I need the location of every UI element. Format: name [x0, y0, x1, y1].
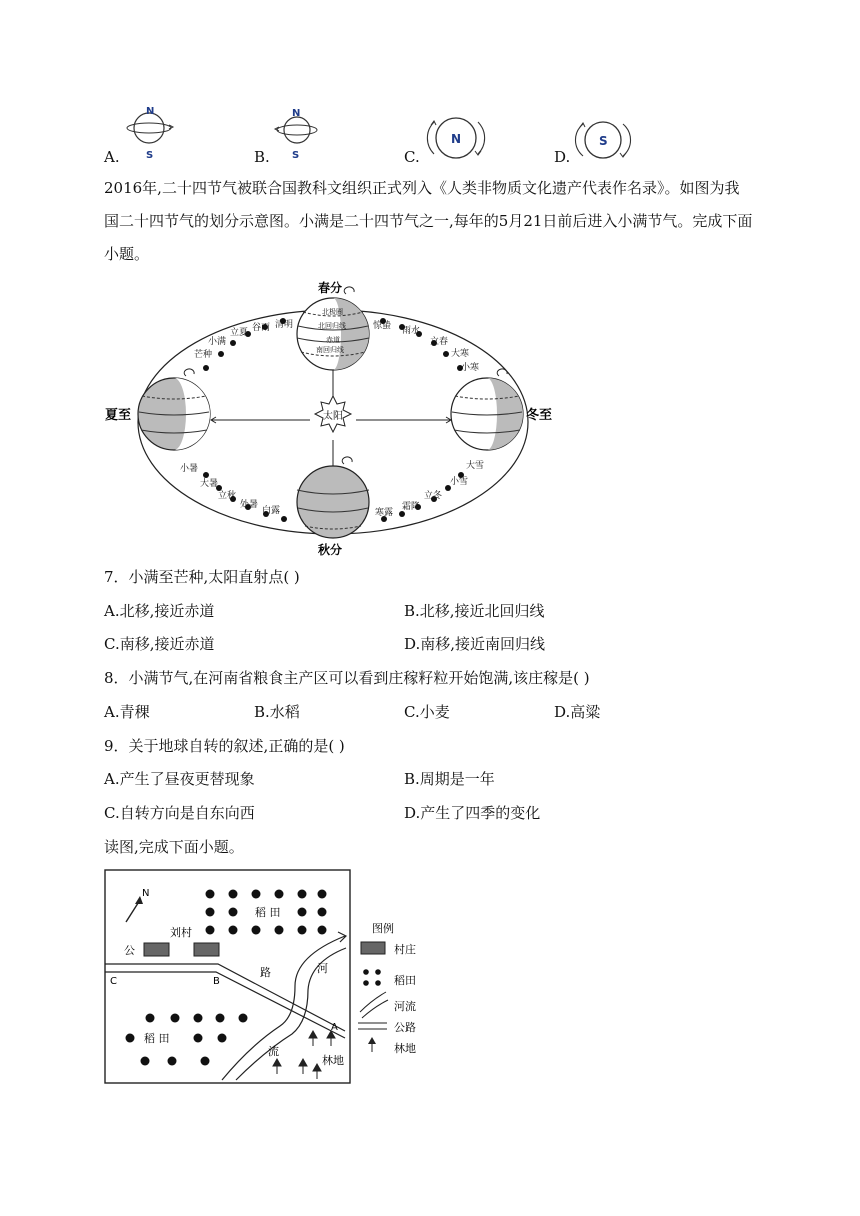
svg-text:芒种: 芒种 — [194, 350, 213, 360]
q9-stem: 9．关于地球自转的叙述,正确的是( ) — [104, 737, 345, 755]
svg-text:A: A — [331, 1022, 338, 1033]
option-a-globe-icon — [122, 100, 182, 160]
svg-text:河流: 河流 — [394, 1000, 416, 1013]
svg-text:白露: 白露 — [262, 506, 281, 516]
q8-option-b[interactable]: B.水稻 — [254, 703, 300, 721]
svg-text:B: B — [213, 976, 220, 987]
svg-text:小雪: 小雪 — [450, 477, 469, 487]
svg-text:流: 流 — [268, 1045, 279, 1058]
q7-option-c[interactable]: C.南移,接近赤道 — [104, 635, 215, 653]
option-c-label[interactable]: C. — [404, 148, 420, 166]
q7-option-b[interactable]: B.北移,接近北回归线 — [404, 602, 545, 620]
summer-solstice-globe — [138, 369, 210, 450]
svg-text:林地: 林地 — [322, 1054, 344, 1067]
svg-text:河: 河 — [317, 962, 328, 975]
svg-text:寒露: 寒露 — [375, 508, 394, 518]
svg-text:北回归线: 北回归线 — [318, 322, 346, 330]
q7-option-a[interactable]: A.北移,接近赤道 — [104, 602, 215, 620]
map-intro: 读图,完成下面小题。 — [104, 838, 244, 856]
svg-text:赤道: 赤道 — [326, 336, 340, 344]
svg-text:N: N — [292, 108, 301, 119]
svg-text:小暑: 小暑 — [180, 464, 199, 474]
q9-option-d[interactable]: D.产生了四季的变化 — [404, 804, 541, 822]
svg-text:大暑: 大暑 — [200, 479, 219, 489]
svg-text:林地: 林地 — [394, 1042, 416, 1055]
svg-text:惊蛰: 惊蛰 — [373, 321, 392, 331]
q9-option-c[interactable]: C.自转方向是自东向西 — [104, 804, 255, 822]
svg-text:S: S — [599, 134, 608, 148]
q7-stem: 7．小满至芒种,太阳直射点( ) — [104, 568, 300, 586]
option-d-label[interactable]: D. — [554, 148, 571, 166]
solar-terms-diagram — [100, 272, 570, 562]
svg-text:路: 路 — [260, 966, 271, 979]
svg-text:谷雨: 谷雨 — [252, 323, 271, 333]
option-b-label[interactable]: B. — [254, 148, 270, 166]
label-xiazhi: 夏至 — [105, 408, 132, 423]
svg-text:N: N — [146, 106, 155, 117]
svg-text:公路: 公路 — [394, 1021, 416, 1034]
svg-text:立夏: 立夏 — [230, 328, 249, 338]
map-legend — [358, 921, 416, 1055]
option-b-globe-icon — [270, 104, 330, 164]
svg-text:立秋: 立秋 — [218, 491, 237, 501]
village-building — [194, 943, 219, 956]
option-d-globe-icon — [570, 116, 636, 164]
svg-text:公: 公 — [124, 944, 135, 957]
svg-text:稻 田: 稻 田 — [144, 1032, 170, 1045]
svg-text:村庄: 村庄 — [394, 943, 416, 956]
q8-option-a[interactable]: A.青稞 — [104, 703, 150, 721]
svg-text:大雪: 大雪 — [466, 461, 485, 471]
svg-text:稻 田: 稻 田 — [255, 906, 281, 919]
village-building — [144, 943, 169, 956]
svg-text:N: N — [142, 888, 150, 899]
q7-option-d[interactable]: D.南移,接近南回归线 — [404, 635, 546, 653]
option-c-globe-icon — [420, 112, 492, 164]
q9-option-b[interactable]: B.周期是一年 — [404, 770, 495, 788]
intro-paragraph: 2016年,二十四节气被联合国教科文组织正式列入《人类非物质文化遗产代表作名录》。如图为我国二十四节气的划分示意图。小满是二十四节气之一,每年的5月21日前后进入小满节气。完成下面小题。 — [104, 179, 753, 263]
svg-text:图例: 图例 — [372, 922, 394, 935]
sun-icon — [315, 396, 351, 432]
svg-text:N: N — [451, 132, 462, 146]
svg-text:雨水: 雨水 — [402, 326, 421, 336]
svg-text:霜降: 霜降 — [402, 502, 421, 512]
svg-text:稻田: 稻田 — [394, 974, 416, 987]
svg-text:小满: 小满 — [208, 337, 227, 347]
svg-text:南回归线: 南回归线 — [316, 346, 344, 354]
svg-text:清明: 清明 — [275, 320, 294, 330]
svg-text:立冬: 立冬 — [424, 491, 443, 501]
village-map — [100, 866, 430, 1088]
q8-option-c[interactable]: C.小麦 — [404, 703, 450, 721]
winter-solstice-globe — [451, 369, 523, 450]
autumn-equinox-globe — [297, 457, 369, 538]
spring-equinox-globe — [297, 280, 369, 370]
svg-text:北极圈: 北极圈 — [322, 308, 343, 316]
q9-option-a[interactable]: A.产生了昼夜更替现象 — [104, 770, 255, 788]
svg-text:C: C — [110, 976, 117, 987]
svg-text:太阳: 太阳 — [323, 411, 343, 422]
svg-text:处暑: 处暑 — [240, 500, 259, 510]
svg-text:S: S — [292, 150, 300, 161]
svg-text:刘村: 刘村 — [170, 926, 192, 939]
svg-text:S: S — [146, 150, 154, 160]
svg-text:大寒: 大寒 — [451, 349, 470, 359]
svg-text:立春: 立春 — [430, 337, 449, 347]
q8-option-d[interactable]: D.高粱 — [554, 703, 601, 721]
svg-text:春分: 春分 — [318, 281, 343, 295]
svg-text:小寒: 小寒 — [461, 363, 480, 373]
label-qiufen: 秋分 — [318, 543, 343, 557]
option-a-label[interactable]: A. — [104, 148, 120, 166]
q8-stem: 8．小满节气,在河南省粮食主产区可以看到庄稼籽粒开始饱满,该庄稼是( ) — [104, 669, 590, 687]
label-dongzhi: 冬至 — [526, 408, 553, 423]
